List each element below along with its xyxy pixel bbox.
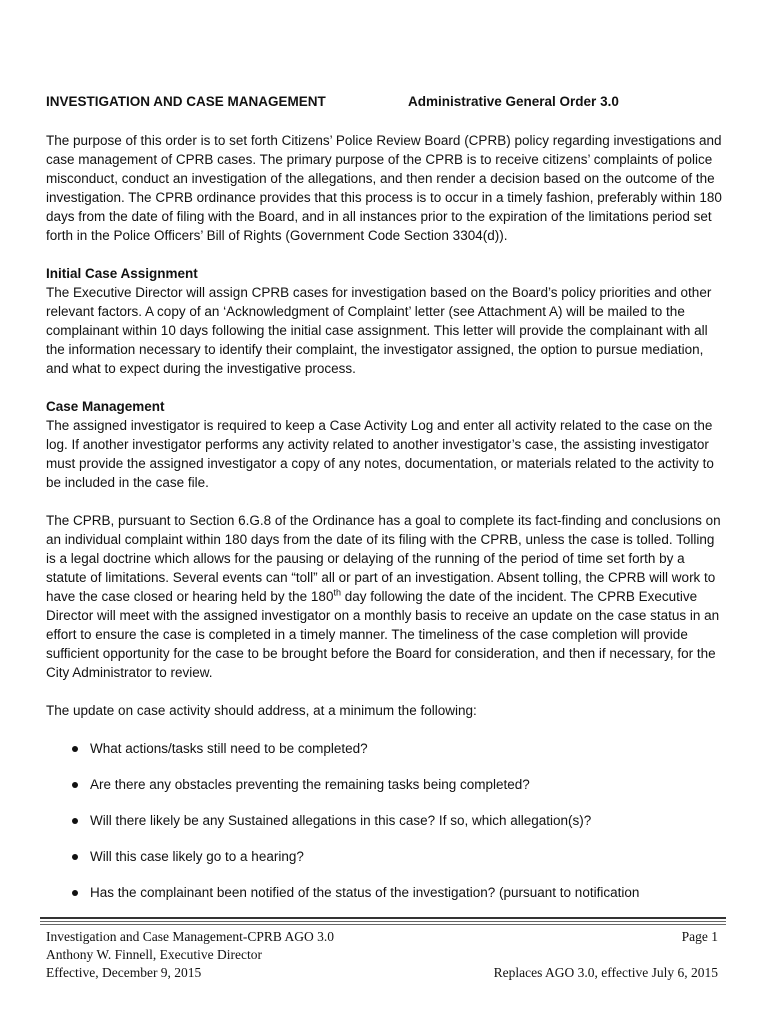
initial-assignment-heading: Initial Case Assignment (46, 266, 198, 281)
page-number: Page 1 (681, 929, 718, 944)
case-management-heading: Case Management (46, 399, 165, 414)
ordinal-suffix: th (333, 587, 341, 598)
document-footer (46, 928, 718, 982)
list-item: Will this case likely go to a hearing? (90, 847, 722, 866)
order-title: Administrative General Order 3.0 (408, 94, 619, 109)
footer-divider (40, 921, 726, 922)
footer-author: Anthony W. Finnell, Executive Director (46, 947, 262, 962)
initial-assignment-paragraph: The Executive Director will assign CPRB cases for investigation based on the Board’s policy priorities and other relevant factors. A copy of an ‘Acknowledgment of Complaint’ letter (see Attachment A) will be mailed to the complainant within 10 days following the initial case assignment. This letter will provide the complainant with all the information necessary to identify their complaint, the investigator assigned, the option to pursue mediation, and what to expect during the investigative process. (46, 285, 712, 376)
list-item: Will there likely be any Sustained allegations in this case? If so, which allegation(s)? (90, 811, 722, 830)
footer-effective-date: Effective, December 9, 2015 (46, 965, 202, 980)
list-item: Are there any obstacles preventing the remaining tasks being completed? (90, 775, 722, 794)
intro-paragraph: The purpose of this order is to set forth Citizens’ Police Review Board (CPRB) policy regarding investigations and case management of CPRB cases. The primary purpose of the CPRB is to receive citizens’ complaints of police misconduct, conduct an investigation of the allegations, and then render a decision based on the outcome of the investigation. The CPRB ordinance provides that this process is to occur in a timely fashion, preferably within 180 days from the date of filing with the Board, and in all instances prior to the expiration of the limitations period set forth in the Police Officers’ Bill of Rights (Government Code Section 3304(d)). (46, 133, 722, 243)
timeline-text-after: day following the date of the incident. The CPRB Executive Director will meet with the assigned investigator on a monthly basis to receive an update on the case status in an effort to ensure the case is completed in a timely manner. The timeliness of the case completion will provide sufficient opportunity for the case to be brought before the Board for consideration, and then if necessary, for the City Administrator to review. (46, 589, 720, 680)
list-item: Has the complainant been notified of the status of the investigation? (pursuant to notification (90, 883, 722, 902)
case-management-paragraph: The assigned investigator is required to keep a Case Activity Log and enter all activity related to the case on the log. If another investigator performs any activity related to another investigator’s case, the assisting investigator must provide the assigned investigator a copy of any notes, documentation, or materials related to the activity to be included in the case file. (46, 418, 714, 490)
footer-divider (40, 924, 726, 925)
section-title: INVESTIGATION AND CASE MANAGEMENT (46, 94, 326, 109)
footer-doc-title: Investigation and Case Management-CPRB AGO 3.0 (46, 929, 334, 944)
footer-replaces: Replaces AGO 3.0, effective July 6, 2015 (493, 965, 718, 980)
update-checklist (46, 739, 722, 902)
timeline-text-before: The CPRB, pursuant to Section 6.G.8 of the Ordinance has a goal to complete its fact-finding and conclusions on an individual complaint within 180 days from the date of its filing with the CPRB, unless the case is tolled. Tolling is a legal doctrine which allows for the pausing or delaying of the running of the period of time set forth by a statute of limitations. Several events can “toll” all or part of an investigation. Absent tolling, the CPRB will work to have the case closed or hearing held by the 180 (46, 513, 721, 604)
footer-divider (40, 917, 726, 919)
list-item: What actions/tasks still need to be completed? (90, 739, 722, 758)
document-body (46, 131, 722, 919)
timeline-paragraph (46, 511, 722, 682)
update-intro-paragraph: The update on case activity should address, at a minimum the following: (46, 703, 477, 718)
